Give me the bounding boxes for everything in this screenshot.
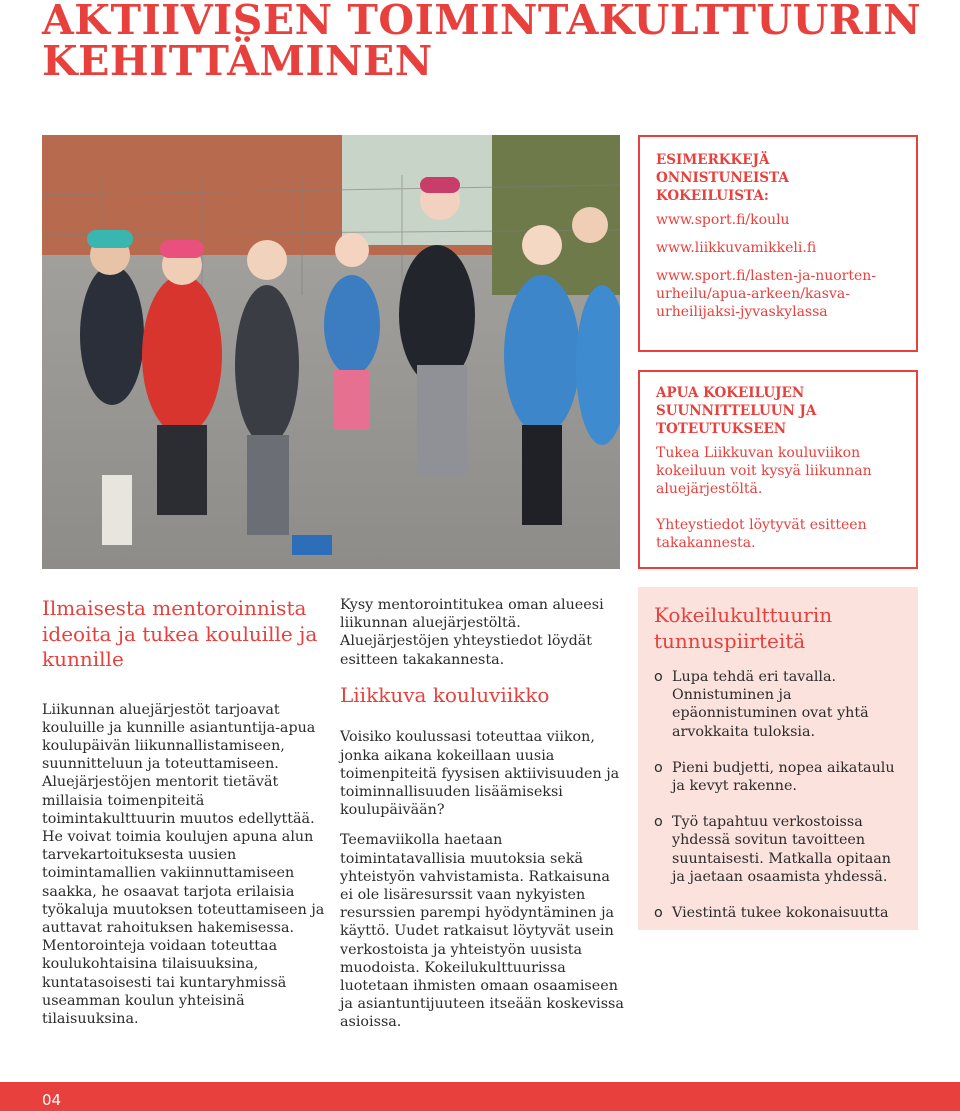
list-item-text: Lupa tehdä eri tavalla. Onnistuminen ja epäonnistuminen ovat yhtä arvokkaita tuloksia.	[672, 669, 869, 740]
mentoring-body: Liikunnan aluejärjestöt tarjoavat kouluille ja kunnille asiantuntija-apua koulupäivän liikunnallistamiseen, suunnitteluun ja toteuttamiseen. Aluejärjestöjen mentorit tietävät millaisia toimenpiteitä toimintakulttuurin muutos edellyttää. He voivat toimia koulujen apuna alun tarvekartoituksesta uusien toimintamallien vakiinnuttamiseen saakka, he osaavat tarjota erilaisia työkaluja muutoksen toteuttamiseen ja auttavat rahoituksen hakemisessa. Mentorointeja voidaan toteuttaa koulukohtaisina tilaisuuksina, kuntatasoisesti tai kuntaryhmissä useamman koulun yhteisinä tilaisuuksina.	[42, 701, 325, 1027]
bullet-icon: o	[654, 759, 663, 776]
page-title-line-1: AKTIIVISEN TOIMINTAKULTTUURIN	[42, 0, 922, 44]
children-photo-illustration	[42, 135, 620, 569]
experiment-culture-heading: Kokeilukulttuurin tunnuspiirteitä	[654, 603, 833, 653]
help-heading-line: SUUNNITTELUUN JA	[656, 403, 817, 419]
examples-box	[638, 135, 918, 352]
examples-heading-line: ONNISTUNEISTA	[656, 170, 789, 186]
mentoring-column	[42, 596, 326, 1040]
examples-heading	[656, 151, 900, 205]
children-photo	[42, 135, 620, 569]
example-link-liikkuvamikkeli[interactable]: www.liikkuvamikkeli.fi	[656, 240, 817, 256]
experiment-culture-box	[638, 587, 918, 930]
school-week-heading: Liikkuva kouluviikko	[340, 682, 550, 707]
examples-heading-line: KOKEILUISTA:	[656, 188, 769, 204]
school-week-para-1: Voisiko koulussasi toteuttaa viikon, jonka aikana kokeillaan uusia toimenpiteitä fyysisen aktiivisuuden ja toiminnallisuuden lisäämiseksi koulupäivään?	[340, 729, 620, 819]
example-link-sport-koulu[interactable]: www.sport.fi/koulu	[656, 212, 790, 228]
list-item	[654, 813, 902, 886]
examples-heading-line: ESIMERKKEJÄ	[656, 152, 770, 168]
mentoring-contact-text: Kysy mentorointitukea oman alueesi liikunnan aluejärjestöltä. Aluejärjestöjen yhteystiedot löydät esitteen takakannesta.	[340, 597, 604, 668]
example-link-sport-jyvaskyla[interactable]: www.sport.fi/lasten-ja-nuorten-urheilu/apua-arkeen/kasva-urheilijaksi-jyvaskylassa	[656, 268, 877, 320]
footer-bar	[0, 1082, 960, 1111]
page-title-line-2: KEHITTÄMINEN	[42, 37, 433, 85]
experiment-culture-list	[654, 668, 902, 922]
help-heading-line: TOTEUTUKSEEN	[656, 421, 787, 437]
page-title	[42, 0, 942, 85]
list-item-text: Työ tapahtuu verkostoissa yhdessä sovitun tavoitteen suuntaisesti. Matkalla opitaan ja jaetaan osaamista yhdessä.	[672, 814, 891, 885]
help-box	[638, 370, 918, 569]
list-item	[654, 759, 902, 795]
school-week-para-2: Teemaviikolla haetaan toimintatavallisia muutoksia sekä yhteistyön vahvistamista. Ratkaisuna ei ole lisäresurssit vaan nykyisten resurssien parempi hyödyntäminen ja käyttö. Uudet ratkaisut löytyvät usein verkostoista ja yhteistyön uusista muodoista. Kokeilukulttuurissa luotetaan ihmisten omaan osaamiseen ja asiantuntijuuteen itseään koskevissa asioissa.	[340, 832, 624, 1031]
help-heading	[656, 384, 900, 438]
help-heading-line: APUA KOKEILUJEN	[656, 385, 805, 401]
list-item	[654, 668, 902, 741]
school-week-column	[340, 596, 625, 1044]
help-contact-text: Yhteystiedot löytyvät esitteen takakannesta.	[656, 517, 867, 551]
help-text: Tukea Liikkuvan kouluviikon kokeiluun voit kysyä liikunnan aluejärjestöltä.	[656, 445, 872, 497]
bullet-icon: o	[654, 814, 663, 831]
page-number: 04	[42, 1091, 62, 1109]
bullet-icon: o	[654, 905, 663, 922]
bullet-icon: o	[654, 669, 663, 685]
list-item-text: Pieni budjetti, nopea aikataulu ja kevyt rakenne.	[672, 759, 895, 795]
list-item-text: Viestintä tukee kokonaisuutta	[672, 905, 889, 922]
mentoring-heading: Ilmaisesta mentoroinnista ideoita ja tukea kouluille ja kunnille	[42, 596, 318, 671]
list-item	[654, 904, 902, 922]
